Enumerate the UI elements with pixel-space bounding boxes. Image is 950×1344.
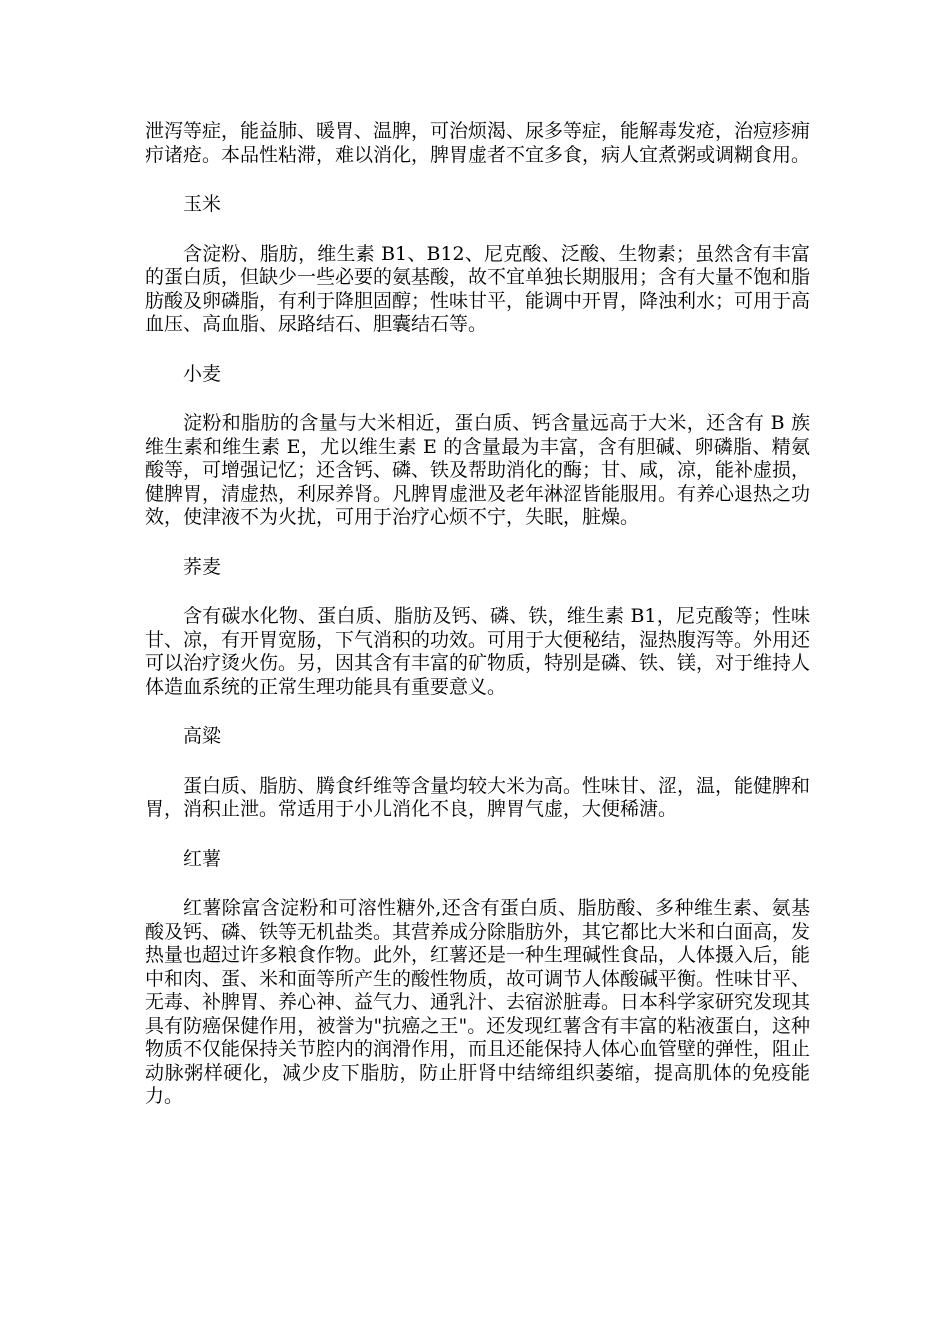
heading-sweet-potato: 红薯 bbox=[183, 847, 222, 870]
paragraph-sweet-potato: 红薯除富含淀粉和可溶性糖外,还含有蛋白质、脂肪酸、多种维生素、氨基酸及钙、磷、铁等无机盐类。其营养成分除脂肪外，其它都比大米和白面高，发热量也超过许多粮食作物。此外，红薯还是一种生理碱性食品，人体摄入后，能中和肉、蛋、米和面等所产生的酸性物质，故可调节人体酸碱平衡。性味甘平、无毒、补脾胃、养心神、益气力、通乳汁、去宿淤脏毒。日本科学家研究发现其具有防癌保健作用，被誉为"抗癌之王"。还发现红薯含有丰富的粘液蛋白，这种物质不仅能保持关节腔内的润滑作用，而且还能保持人体心血管壁的弹性，阻止动脉粥样硬化，减少皮下脂肪，防止肝肾中结缔组织萎缩，提高肌体的免疫能力。 bbox=[145, 897, 811, 1107]
document-page bbox=[145, 120, 810, 1109]
heading-buckwheat: 荞麦 bbox=[183, 555, 222, 578]
paragraph-corn: 含淀粉、脂肪，维生素 B1、B12、尼克酸、泛酸、生物素；虽然含有丰富的蛋白质，但缺少一些必要的氨基酸，故不宜单独长期服用；含有大量不饱和脂肪酸及卵磷脂，有利于降胆固醇；性味甘平，能调中开胃，降浊利水；可用于高血压、高血脂、尿路结石、胆囊结石等。 bbox=[145, 242, 811, 335]
paragraph-buckwheat: 含有碳水化物、蛋白质、脂肪及钙、磷、铁，维生素 B1，尼克酸等；性味甘、凉，有开胃宽肠，下气消积的功效。可用于大便秘结，湿热腹泻等。外用还可以治疗烫火伤。另，因其含有丰富的矿物质，特别是磷、铁、镁，对于维持人体造血系统的正常生理功能具有重要意义。 bbox=[145, 605, 811, 698]
heading-wheat: 小麦 bbox=[183, 362, 222, 385]
heading-sorghum: 高粱 bbox=[183, 725, 222, 747]
paragraph-wheat: 淀粉和脂肪的含量与大米相近，蛋白质、钙含量远高于大米，还含有 B 族维生素和维生素 E，尤以维生素 E 的含量最为丰富，含有胆碱、卵磷脂、精氨酸等，可增强记忆；还含钙、磷、铁及帮助消化的酶；甘、咸，凉，能补虚损，健脾胃，清虚热，利尿养肾。凡脾胃虚泄及老年淋涩皆能服用。有养心退热之功效，使津液不为火扰，可用于治疗心烦不宁，失眠，脏燥。 bbox=[145, 412, 811, 528]
paragraph-sorghum: 蛋白质、脂肪、腾食纤维等含量均较大米为高。性味甘、涩，温，能健脾和胃，消积止泄。常适用于小儿消化不良，脾胃气虚，大便稀溏。 bbox=[145, 774, 811, 820]
paragraph-rice-continued: 泄泻等症，能益肺、暖胃、温脾，可治烦渴、尿多等症，能解毒发疮，治痘疹痈疖诸疮。本品性粘滞，难以消化，脾胃虚者不宜多食，病人宜煮粥或调糊食用。 bbox=[145, 120, 811, 166]
heading-corn: 玉米 bbox=[183, 193, 222, 215]
